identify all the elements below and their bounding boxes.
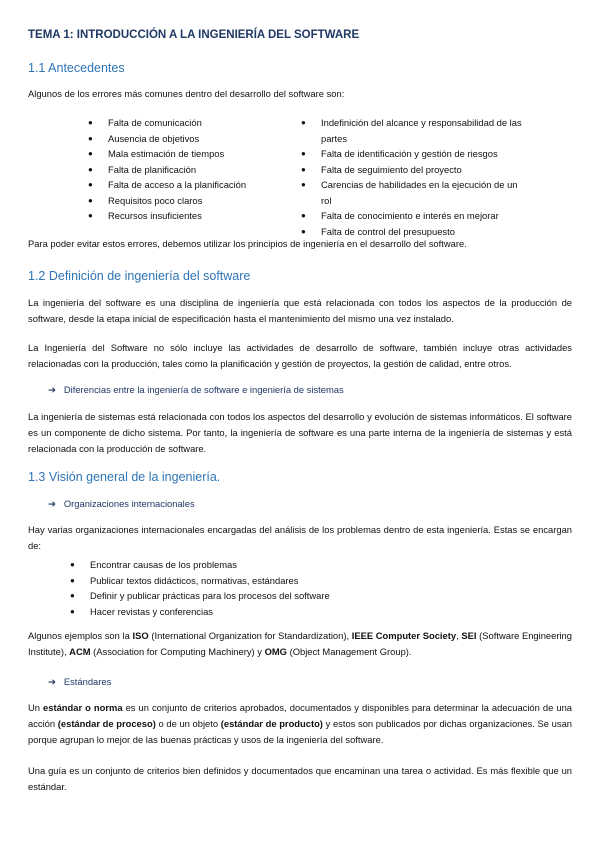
list-item: ● Falta de conocimiento e interés en mejorar	[301, 208, 529, 224]
list-item: ● Falta de seguimiento del proyecto	[301, 162, 529, 178]
standard-term: estándar o norma	[43, 702, 123, 713]
product-standard-term: (estándar de producto)	[220, 718, 323, 729]
s13-subheading-orgs	[48, 498, 195, 510]
page-title: TEMA 1: INTRODUCCIÓN A LA INGENIERÍA DEL SOFTWARE	[28, 29, 360, 41]
list-item: ● Falta de planificación	[88, 162, 288, 178]
errors-list-right	[301, 115, 529, 239]
list-item: ● Falta de acceso a la planificación	[88, 177, 288, 193]
s13-examples-paragraph: Algunos ejemplos son la ISO (International Organization for Standardization), IEEE Computer Society, SEI (Software Engineering Institute), ACM (Association for Computing Machinery) y OMG (Object Management Group).	[28, 630, 572, 657]
s12-subheading-text: Diferencias entre la ingeniería de software e ingeniería de sistemas	[63, 384, 344, 395]
list-item: ● Definir y publicar prácticas para los procesos del software	[70, 588, 470, 604]
omg-text: OMG	[264, 646, 287, 657]
section-1-2-heading: 1.2 Definición de ingeniería del software	[28, 269, 251, 283]
s12-subheading	[48, 384, 344, 396]
list-item: ● Encontrar causas de los problemas	[70, 557, 470, 573]
list-item: ● Publicar textos didácticos, normativas, estándares	[70, 573, 470, 589]
list-item: ● Falta de identificación y gestión de riesgos	[301, 146, 529, 162]
list-item: ● Falta de comunicación	[88, 115, 288, 131]
list-item: ● Recursos insuficientes	[88, 208, 288, 224]
orgs-tasks-list	[70, 557, 470, 619]
arrow-right-icon: ➔	[48, 384, 56, 395]
list-item: ● Requisitos poco claros	[88, 193, 288, 209]
ieee-text: IEEE Computer Society	[351, 630, 457, 641]
arrow-right-icon: ➔	[48, 498, 56, 509]
s12-paragraph-3: La ingeniería de sistemas está relacionada con todos los aspectos del desarrollo y evolución de sistemas informáticos. El software es un componente de dicho sistema. Por tanto, la ingeniería de software es una parte interna de la ingeniería de sistemas y está relacionada con la producción de software.	[28, 411, 572, 454]
list-item: ● Carencias de habilidades en la ejecución de un rol	[301, 177, 529, 208]
s12-paragraph-1: La ingeniería del software es una disciplina de ingeniería que está relacionada con todos los aspectos de la producción de software, desde la etapa inicial de especificación hasta el mantenimiento del mismo una vez instalado.	[28, 297, 572, 324]
iso-text: ISO	[132, 630, 149, 641]
section-1-3-heading: 1.3 Visión general de la ingeniería.	[28, 470, 221, 484]
s11-intro: Algunos de los errores más comunes dentro del desarrollo del software son:	[28, 88, 345, 99]
arrow-right-icon: ➔	[48, 676, 56, 687]
s12-paragraph-2: La Ingeniería del Software no sólo incluye las actividades de desarrollo de software, también incluye otras actividades relacionadas con la producción, tales como la planificación y gestión de proyectos, la gestión de calidad, entre otros.	[28, 342, 572, 369]
s11-outro: Para poder evitar estos errores, debemos utilizar los principios de ingeniería en el desarrollo del software.	[28, 238, 467, 249]
section-1-1-heading: 1.1 Antecedentes	[28, 61, 125, 75]
s13-standards-paragraph: Un estándar o norma es un conjunto de criterios aprobados, documentados y disponibles para determinar la adecuación de una acción (estándar de proceso) o de un objeto (estándar de producto) y estos son publicados por dichas organizaciones. Se usan porque agrupan lo mejor de las buenas prácticas y usos de la ingeniería del software.	[28, 702, 572, 745]
errors-list-left	[88, 115, 288, 224]
list-item: ● Mala estimación de tiempos	[88, 146, 288, 162]
sei-text: SEI	[461, 630, 477, 641]
s13-sub2-text: Estándares	[63, 676, 112, 687]
process-standard-term: (estándar de proceso)	[57, 718, 156, 729]
s13-subheading-standards	[48, 676, 111, 688]
list-item: ● Hacer revistas y conferencias	[70, 604, 470, 620]
list-item: ● Ausencia de objetivos	[88, 131, 288, 147]
list-item: ● Falta de control del presupuesto	[301, 224, 529, 240]
s13-sub1-text: Organizaciones internacionales	[63, 498, 195, 509]
acm-text: ACM	[69, 646, 91, 657]
list-item: ● Indefinición del alcance y responsabilidad de las partes	[301, 115, 529, 146]
s13-guia-paragraph: Una guía es un conjunto de criterios bien definidos y documentados que encaminan una tarea o actividad. Es más flexible que un estándar.	[28, 765, 572, 792]
s13-paragraph-1: Hay varias organizaciones internacionales encargadas del análisis de los problemas dentro de esta ingeniería. Estas se encargan de:	[28, 524, 572, 551]
